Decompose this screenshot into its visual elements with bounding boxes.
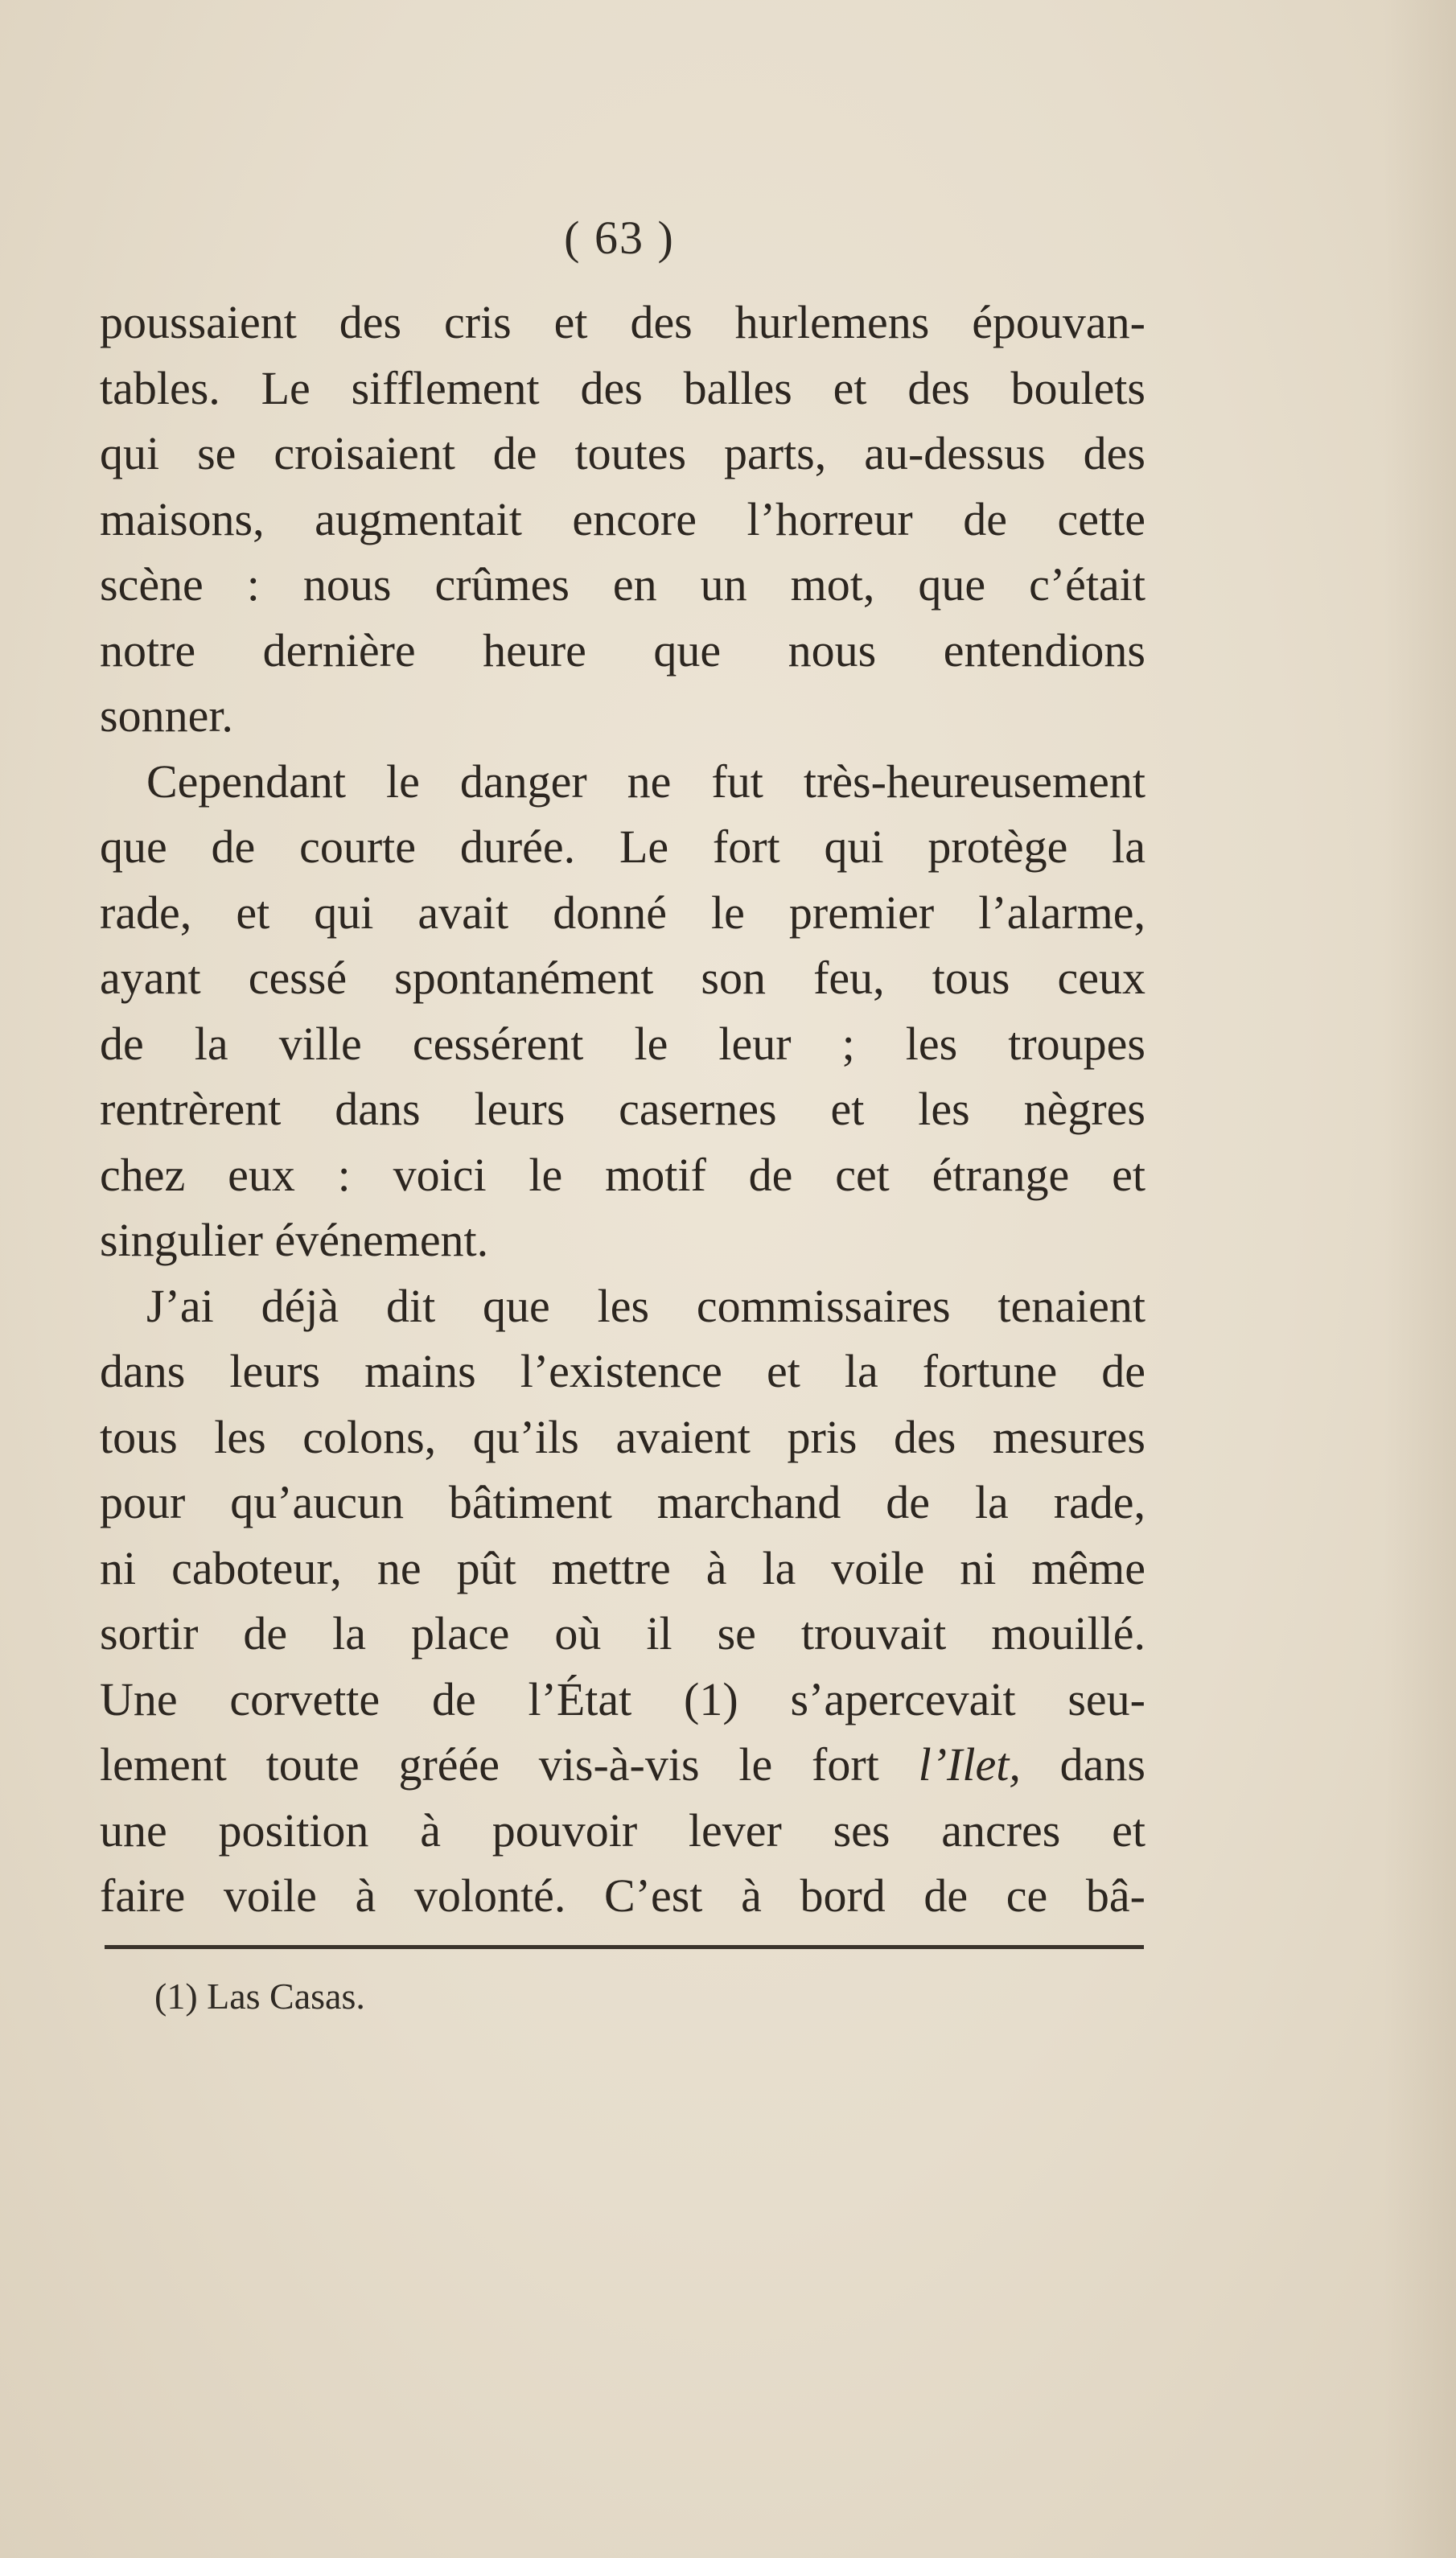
text-line: tables. Le sifflement des balles et des boulets: [100, 361, 1145, 414]
body-text: [100, 290, 1145, 1929]
footnote: (1) Las Casas.: [154, 1976, 365, 2017]
text-line: que de courte durée. Le fort qui protège la: [100, 820, 1145, 873]
text-line: une position à pouvoir lever ses ancres et: [100, 1803, 1145, 1857]
paragraph-start: J’ai déjà dit que les commissaires tenaient: [146, 1279, 1145, 1332]
text-segment: dans: [1059, 1738, 1145, 1791]
text-line: faire voile à volonté. C’est à bord de ce bâ-: [100, 1869, 1145, 1922]
text-line: pour qu’aucun bâtiment marchand de la rade,: [100, 1476, 1145, 1528]
text-line: qui se croisaient de toutes parts, au-dessus des: [100, 427, 1145, 479]
text-line: sonner.: [100, 689, 233, 742]
text-line: maisons, augmentait encore l’horreur de cette: [100, 492, 1145, 545]
page-edge-shadow: [1384, 0, 1456, 2558]
text-line: notre dernière heure que nous entendions: [100, 623, 1145, 677]
text-line: singulier événement.: [100, 1214, 489, 1266]
text-line: rade, et qui avait donné le premier l’alarme,: [100, 886, 1145, 939]
text-line: tous les colons, qu’ils avaient pris des mesures: [100, 1410, 1145, 1463]
text-line: scène : nous crûmes en un mot, que c’était: [100, 558, 1145, 611]
italic-place-name: l’Ilet,: [918, 1738, 1021, 1791]
text-line: sortir de la place où il se trouvait mouillé.: [100, 1607, 1145, 1659]
text-line: [100, 1732, 1145, 1798]
text-line: dans leurs mains l’existence et la fortune de: [100, 1345, 1145, 1397]
text-line: ayant cessé spontanément son feu, tous ceux: [100, 952, 1145, 1004]
text-line: de la ville cessérent le leur ; les troupes: [100, 1017, 1145, 1070]
text-line: poussaient des cris et des hurlemens épouvan-: [100, 296, 1145, 348]
text-line: rentrèrent dans leurs casernes et les nègres: [100, 1083, 1145, 1135]
footnote-rule: [105, 1945, 1144, 1949]
text-line: chez eux : voici le motif de cet étrange et: [100, 1148, 1145, 1201]
text-line: ni caboteur, ne pût mettre à la voile ni même: [100, 1541, 1145, 1594]
paragraph-start: Cependant le danger ne fut très-heureusement: [146, 755, 1145, 808]
text-segment: lement toute gréée vis-à-vis le fort: [100, 1738, 879, 1791]
text-line: Une corvette de l’État (1) s’apercevait seu-: [100, 1672, 1145, 1725]
page-number: ( 63 ): [564, 212, 675, 264]
